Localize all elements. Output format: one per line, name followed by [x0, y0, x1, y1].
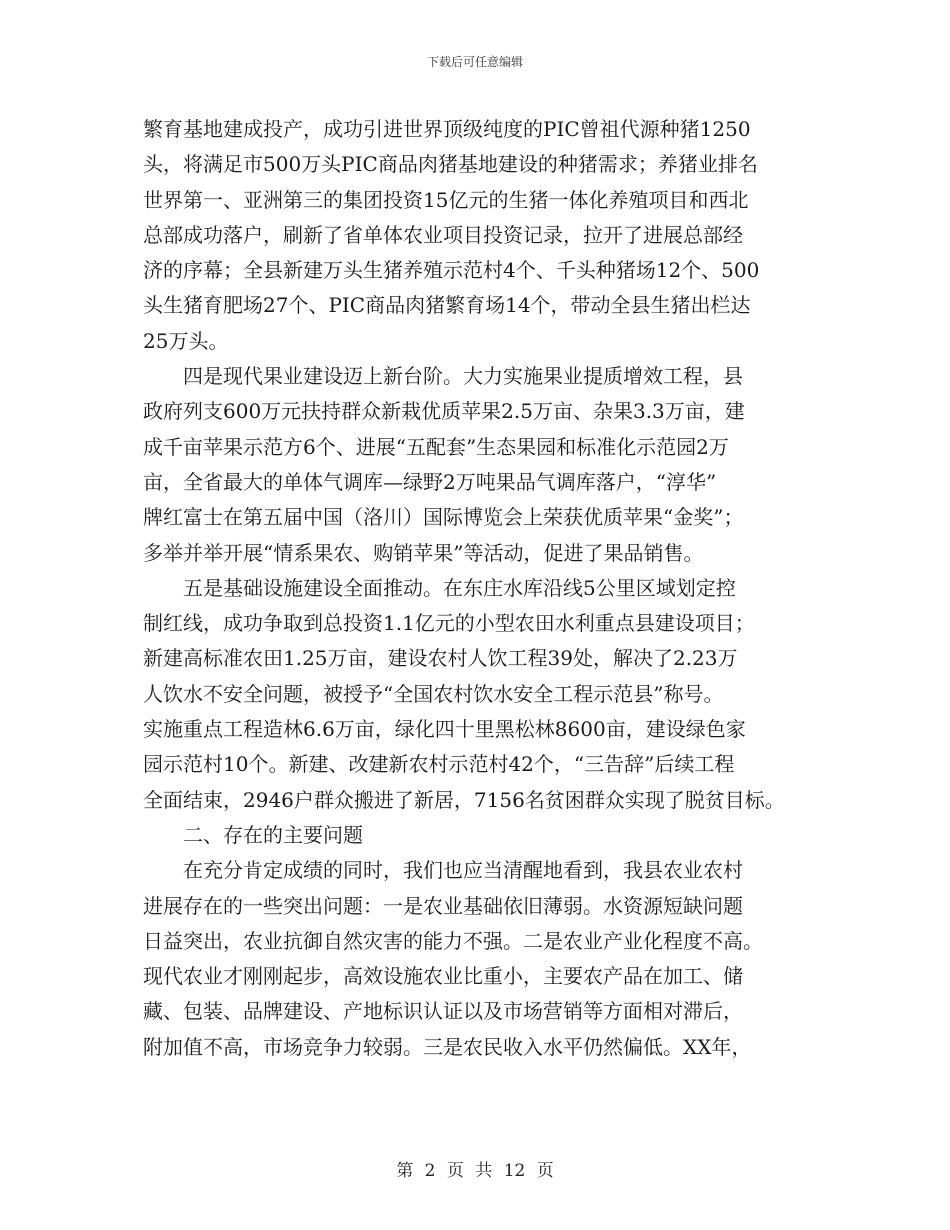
text-line: 头，将满足市500万头PIC商品肉猪基地建设的种猪需求；养猪业排名 [143, 152, 758, 177]
text-line: 二、存在的主要问题 [183, 822, 363, 847]
text-line: 头生猪育肥场27个、PIC商品肉猪繁育场14个，带动全县生猪出栏达 [143, 293, 751, 318]
text-line: 全面结束，2946户群众搬进了新居，7156名贫困群众实现了脱贫目标。 [143, 787, 785, 812]
text-line: 政府列支600万元扶持群众新栽优质苹果2.5万亩、杂果3.3万亩，建 [143, 399, 745, 424]
text-line: 四是现代果业建设迈上新台阶。大力实施果业提质增效工程，县 [183, 364, 743, 389]
text-line: 附加值不高，市场竞争力较弱。三是农民收入水平仍然偏低。XX年， [143, 1034, 752, 1059]
text-line: 藏、包装、品牌建设、产地标识认证以及市场营销等方面相对滞后， [143, 999, 743, 1024]
text-line: 日益突出，农业抗御自然灾害的能力不强。二是农业产业化程度不高。 [143, 928, 763, 953]
text-line: 实施重点工程造林6.6万亩，绿化四十里黑松林8600亩，建设绿色家 [143, 717, 746, 742]
text-line: 牌红富士在第五届中国（洛川）国际博览会上荣获优质苹果“金奖”； [143, 505, 744, 530]
page-footer: 第 2 页 共 12 页 [396, 1161, 554, 1181]
text-line: 五是基础设施建设全面推动。在东庄水库沿线5公里区域划定控 [183, 575, 736, 600]
page-header: 下载后可任意编辑 [426, 55, 523, 69]
text-line: 亩，全省最大的单体气调库—绿野2万吨果品气调库落户，“淳华” [143, 469, 717, 494]
text-line: 总部成功落户，刷新了省单体农业项目投资记录，拉开了进展总部经 [143, 222, 743, 247]
text-line: 进展存在的一些突出问题：一是农业基础依旧薄弱。水资源短缺问题 [143, 893, 743, 918]
text-line: 25万头。 [143, 328, 229, 353]
text-line: 园示范村10个。新建、改建新农村示范村42个，“三告辞”后续工程 [143, 752, 735, 777]
text-line: 在充分肯定成绩的同时，我们也应当清醒地看到，我县农业农村 [183, 858, 743, 883]
document-body [143, 112, 818, 1065]
text-line: 人饮水不安全问题，被授予“全国农村饮水安全工程示范县”称号。 [143, 681, 724, 706]
text-line: 新建高标准农田1.25万亩，建设农村人饮工程39处，解决了2.23万 [143, 646, 738, 671]
text-line: 成千亩苹果示范方6个、进展“五配套”生态果园和标准化示范园2万 [143, 434, 729, 459]
text-line: 现代农业才刚刚起步，高效设施农业比重小，主要农产品在加工、储 [143, 964, 743, 989]
text-line: 制红线，成功争取到总投资1.1亿元的小型农田水利重点县建设项目； [143, 611, 755, 636]
text-line: 繁育基地建成投产，成功引进世界顶级纯度的PIC曾祖代源种猪1250 [143, 117, 751, 141]
text-line: 多举并举开展“情系果农、购销苹果”等活动，促进了果品销售。 [143, 540, 704, 565]
text-line: 世界第一、亚洲第三的集团投资15亿元的生猪一体化养殖项目和西北 [143, 187, 749, 212]
text-line: 济的序幕；全县新建万头生猪养殖示范村4个、千头种猪场12个、500 [143, 258, 760, 283]
